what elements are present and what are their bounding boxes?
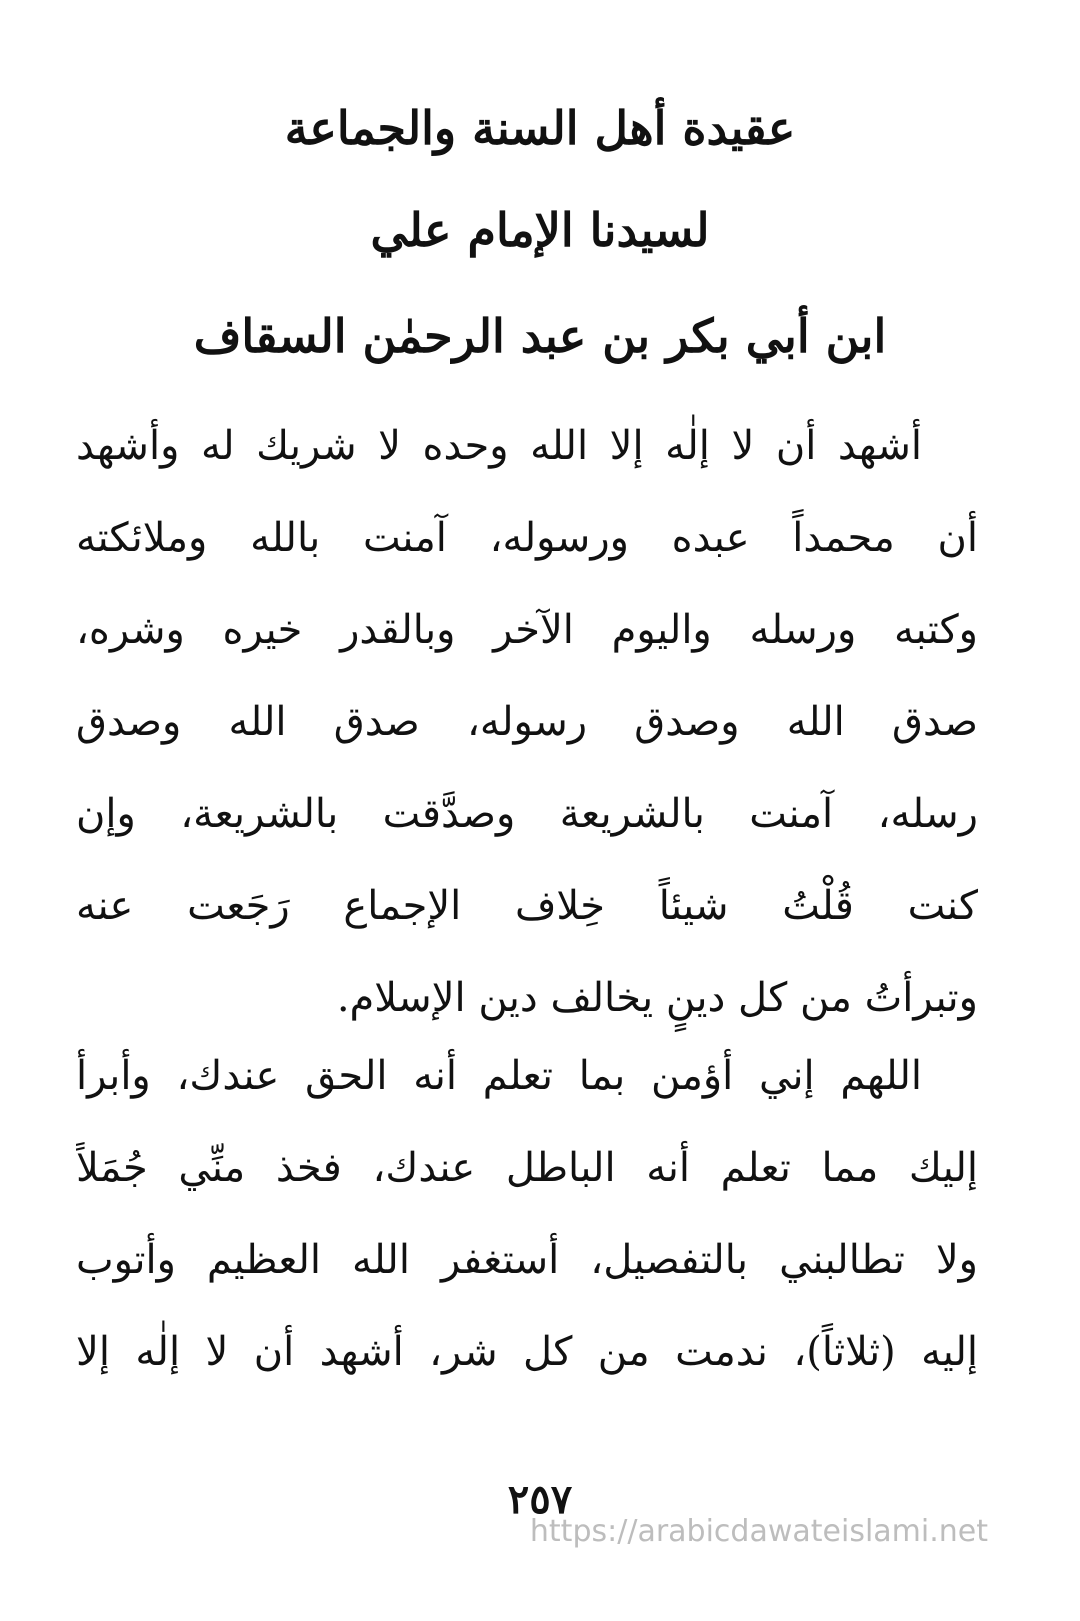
text-line: إليك مما تعلم أنه الباطل عندك، فخذ منِّي جُمَلاً <box>76 1145 978 1191</box>
watermark-url: https://arabicdawateislami.net <box>529 1514 988 1549</box>
subtitle-heading: لسيدنا الإمام علي <box>370 203 710 257</box>
text-line: أن محمداً عبده ورسوله، آمنت بالله وملائكته <box>76 515 978 561</box>
text-line: أشهد أن لا إلٰه إلا الله وحده لا شريك له وأشهد <box>76 423 922 469</box>
text-line: صدق الله وصدق رسوله، صدق الله وصدق <box>76 699 978 745</box>
page-number: ٢٥٧ <box>507 1476 573 1523</box>
text-line: ولا تطالبني بالتفصيل، أستغفر الله العظيم وأتوب <box>76 1237 978 1283</box>
title-heading: عقيدة أهل السنة والجماعة <box>284 101 796 155</box>
text-line: وكتبه ورسله واليوم الآخر وبالقدر خيره وشره، <box>76 607 978 653</box>
paragraph-shahada <box>76 400 978 1044</box>
text-line: إليه (ثلاثاً)، ندمت من كل شر، أشهد أن لا إلٰه إلا <box>76 1329 978 1375</box>
text-line: كنت قُلْتُ شيئاً خِلاف الإجماع رَجَعت عنه <box>76 883 978 929</box>
text-line: اللهم إني أؤمن بما تعلم أنه الحق عندك، وأبرأ <box>76 1053 922 1099</box>
author-heading: ابن أبي بكر بن عبد الرحمٰن السقاف <box>193 309 887 363</box>
text-line: وتبرأتُ من كل دينٍ يخالف دين الإسلام. <box>336 975 978 1021</box>
text-line: رسله، آمنت بالشريعة وصدَّقت بالشريعة، وإن <box>76 791 978 837</box>
paragraph-dua <box>76 1030 978 1398</box>
